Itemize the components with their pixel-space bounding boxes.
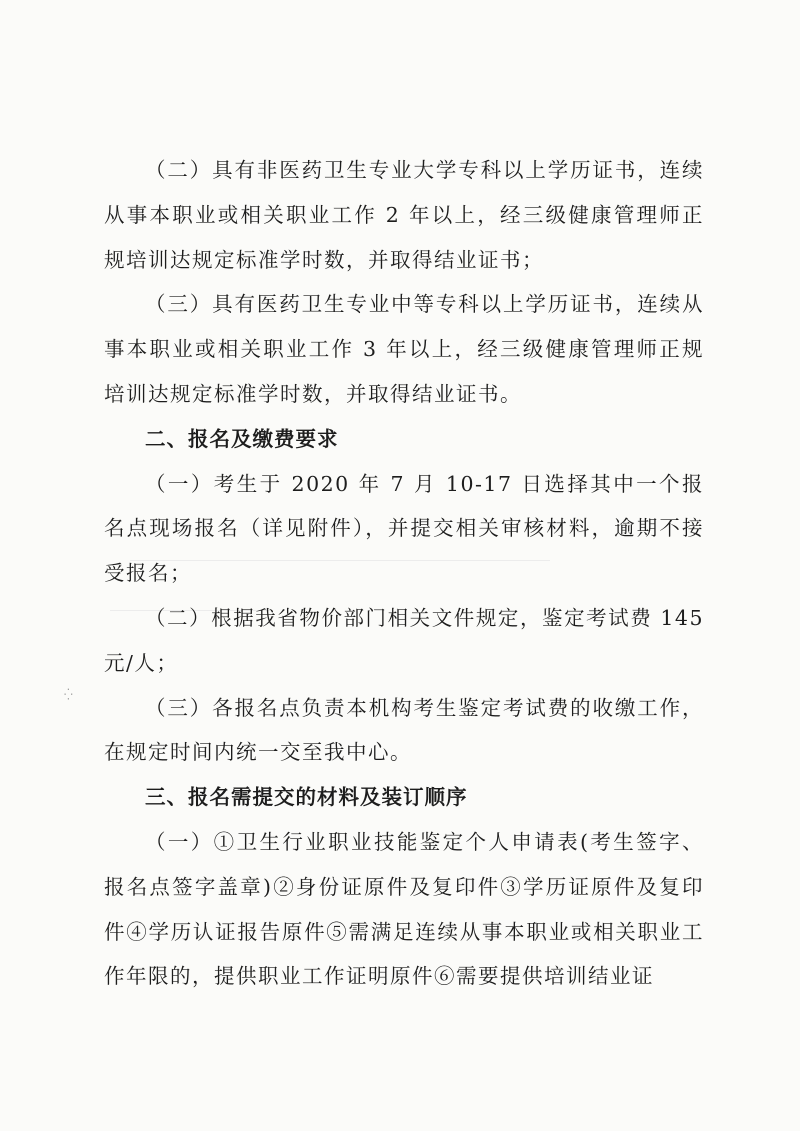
paragraph-materials-1: （一）①卫生行业职业技能鉴定个人申请表(考生签字、报名点签字盖章)②身份证原件及复印件③学历证原件及复印件④学历认证报告原件⑤需满足连续从事本职业或相关职业工作年限的，提供职业工作证明原件⑥需要提供培训结业证 (104, 829, 704, 989)
section-heading-materials: 三、报名需提交的材料及装订顺序 (145, 785, 468, 810)
scan-speck: ⁛ (64, 688, 73, 701)
paragraph-registration-3: （三）各报名点负责本机构考生鉴定考试费的收缴工作，在规定时间内统一交至我中心。 (104, 695, 704, 765)
document-body (104, 148, 704, 999)
section-heading-registration: 二、报名及缴费要求 (145, 426, 339, 451)
paragraph-registration-1: （一）考生于 2020 年 7 月 10-17 日选择其中一个报名点现场报名（详见附件），并提交相关审核材料，逾期不接受报名； (104, 471, 704, 586)
paragraph-requirement-2: （二）具有非医药卫生专业大学专科以上学历证书，连续从事本职业或相关职业工作 2 年以上，经三级健康管理师正规培训达规定标准学时数，并取得结业证书； (104, 158, 704, 272)
paragraph-requirement-3: （三）具有医药卫生专业中等专科以上学历证书，连续从事本职业或相关职业工作 3 年以上，经三级健康管理师正规培训达规定标准学时数，并取得结业证书。 (104, 292, 704, 406)
paragraph-registration-2: （二）根据我省物价部门相关文件规定，鉴定考试费 145 元/人； (104, 605, 704, 675)
